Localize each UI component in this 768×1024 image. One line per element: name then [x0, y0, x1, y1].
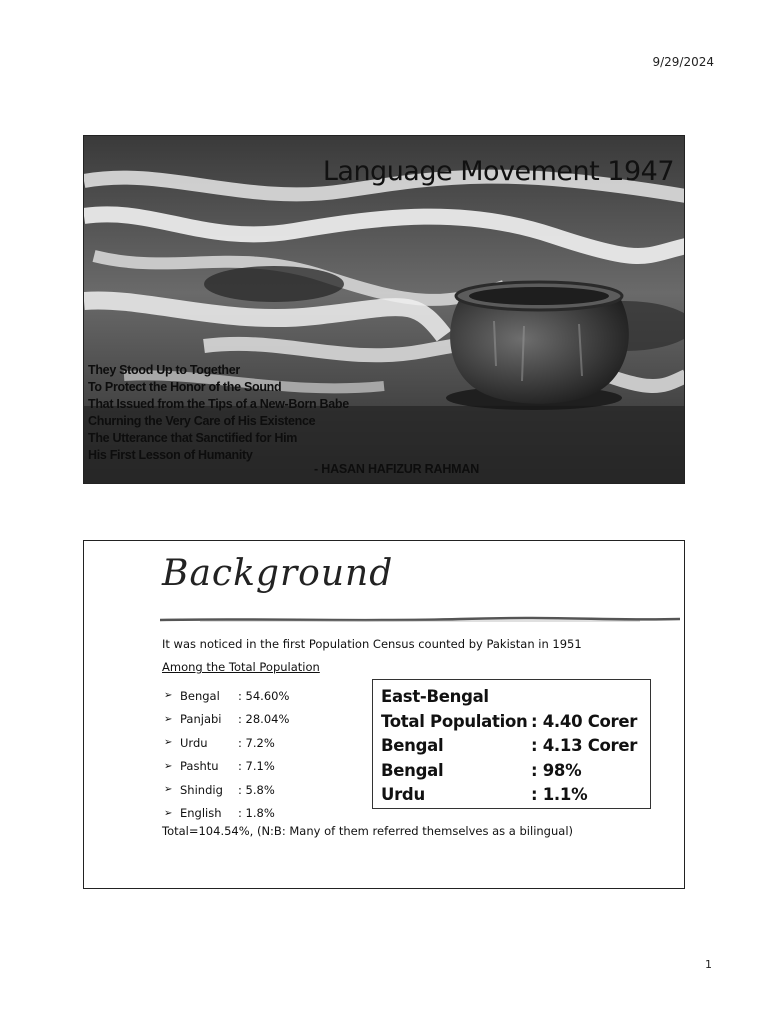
- poem-line: Churning the Very Care of His Existence: [88, 414, 316, 428]
- census-intro: It was noticed in the first Population Census counted by Pakistan in 1951: [162, 637, 582, 651]
- page-number: 1: [705, 958, 712, 971]
- box-label: Bengal: [381, 736, 444, 755]
- arrow-bullet-icon: ➢: [164, 807, 173, 819]
- slide-2-title: Background: [162, 553, 394, 594]
- slide-2: [83, 540, 685, 889]
- box-value: : 1.1%: [531, 785, 588, 804]
- poem-line: His First Lesson of Humanity: [88, 448, 253, 462]
- box-row: [381, 783, 650, 808]
- language-percent: : 54.60%: [238, 688, 290, 703]
- list-item: [164, 755, 289, 779]
- poem-lines: [88, 362, 349, 464]
- arrow-bullet-icon: ➢: [164, 784, 173, 796]
- slide-1: [83, 135, 685, 484]
- print-date: 9/29/2024: [652, 55, 714, 69]
- language-name: Pashtu: [180, 759, 219, 774]
- language-percent: : 1.8%: [238, 806, 275, 821]
- population-subheading: Among the Total Population: [162, 660, 320, 674]
- box-label: Total Population: [381, 711, 528, 731]
- language-percent: : 7.2%: [238, 735, 275, 750]
- language-percent: : 7.1%: [238, 759, 275, 774]
- list-item: [164, 684, 289, 708]
- box-heading: East-Bengal: [381, 687, 489, 706]
- arrow-bullet-icon: ➢: [164, 760, 173, 772]
- poem-line: They Stood Up to Together: [88, 363, 240, 377]
- arrow-bullet-icon: ➢: [164, 737, 173, 749]
- arrow-bullet-icon: ➢: [164, 713, 173, 725]
- divider-rule: [160, 616, 680, 624]
- language-name: English: [180, 806, 222, 821]
- box-value: : 4.40 Corer: [531, 711, 638, 731]
- list-item: [164, 778, 289, 802]
- box-value: : 98%: [531, 760, 582, 780]
- box-row: [381, 710, 650, 735]
- language-name: Panjabi: [180, 712, 222, 727]
- arrow-bullet-icon: ➢: [164, 690, 173, 702]
- poem-line: The Utterance that Sanctified for Him: [88, 431, 298, 445]
- language-list: [164, 684, 289, 825]
- box-row: [381, 734, 650, 759]
- box-value: : 4.13 Corer: [531, 736, 638, 755]
- language-percent: : 5.8%: [238, 782, 275, 797]
- list-item: [164, 731, 289, 755]
- poem-line: To Protect the Honor of the Sound: [88, 380, 282, 394]
- language-name: Bengal: [180, 688, 220, 703]
- box-label: Bengal: [381, 760, 444, 780]
- east-bengal-box: [372, 679, 651, 809]
- box-row: [381, 759, 650, 784]
- poem-line: That Issued from the Tips of a New-Born Babe: [88, 397, 349, 411]
- total-note: Total=104.54%, (N:B: Many of them referred themselves as a bilingual): [162, 824, 574, 838]
- language-name: Shindig: [180, 782, 223, 797]
- slide-1-title: Language Movement 1947: [322, 156, 674, 187]
- list-item: [164, 708, 289, 732]
- language-name: Urdu: [180, 735, 208, 750]
- box-label: Urdu: [381, 785, 425, 804]
- list-item: [164, 802, 289, 826]
- poem-author: - HASAN HAFIZUR RAHMAN: [314, 462, 480, 476]
- language-percent: : 28.04%: [238, 712, 290, 727]
